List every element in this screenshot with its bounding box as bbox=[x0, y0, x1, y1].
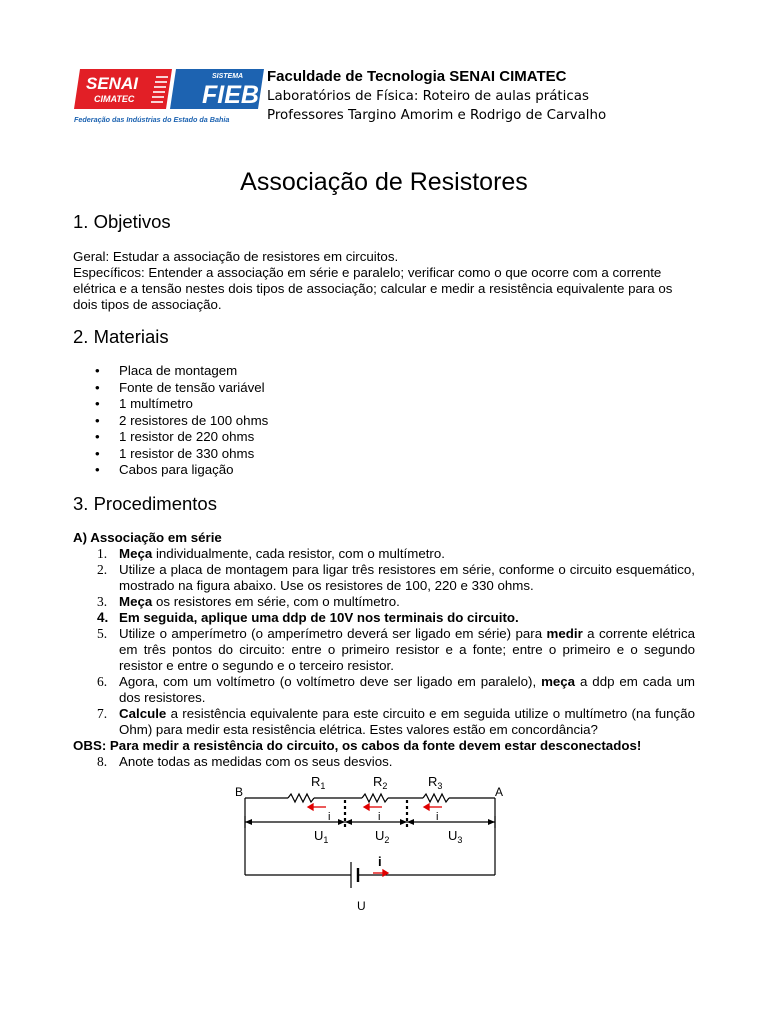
step-number: 4. bbox=[97, 610, 109, 625]
series-circuit-diagram bbox=[230, 770, 520, 915]
voltage-u3-label: $U_3$ bbox=[448, 828, 463, 845]
step-8: 8. Anote todas as medidas com os seus desvios. bbox=[97, 754, 393, 769]
logo-fieb-text: FIEB bbox=[202, 81, 259, 109]
subheading-serie: A) Associação em série bbox=[73, 530, 222, 545]
step-4: 4. Em seguida, aplique uma ddp de 10V nos terminais do circuito. bbox=[97, 610, 519, 625]
objetivo-especificos: Específicos: Entender a associação em série e paralelo; verificar como o que ocorre com a corrente elétrica e a tensão nestes dois tipos de associação; calcular e medir a resistência equivalente para os dois tipos de associação. bbox=[73, 265, 673, 312]
objetivo-geral: Geral: Estudar a associação de resistores em circuitos. bbox=[73, 249, 399, 264]
logo-senai-text: SENAI bbox=[86, 74, 138, 93]
objetivos-text bbox=[73, 249, 695, 313]
step-5: 5. Utilize o amperímetro (o amperímetro deverá ser ligado em série) para medir a corrente elétrica em três pontos do circuito: entre o primeiro resistor e a fonte; entre o primeiro e o segundo resistor e entre o segundo e o terceiro resistor. bbox=[97, 626, 695, 673]
node-a-label: A bbox=[495, 785, 504, 799]
voltage-u1-label: $U_1$ bbox=[314, 828, 329, 845]
procedure-steps bbox=[73, 546, 695, 770]
step-number: 3. bbox=[97, 594, 108, 609]
step-number: 2. bbox=[97, 562, 108, 577]
list-item: • Fonte de tensão variável bbox=[73, 380, 268, 397]
list-item: • Placa de montagem bbox=[73, 363, 268, 380]
current-label: i bbox=[328, 811, 331, 823]
step-7: 7. Calcule a resistência equivalente para este circuito e em seguida utilize o multímetro (na função Ohm) para medir esta resistência elétrica. Estes valores estão em concordância? bbox=[97, 706, 695, 737]
step-number: 1. bbox=[97, 546, 108, 561]
source-voltage-label: U bbox=[357, 899, 366, 913]
list-item: • 1 resistor de 220 ohms bbox=[73, 429, 268, 446]
step-3: 3. Meça os resistores em série, com o multímetro. bbox=[97, 594, 400, 609]
step-number: 7. bbox=[97, 706, 108, 721]
list-item: • Cabos para ligação bbox=[73, 462, 268, 479]
logo-cimatec-text: CIMATEC bbox=[94, 94, 135, 104]
materials-list bbox=[73, 363, 268, 479]
voltage-u2-label: $U_2$ bbox=[375, 828, 390, 845]
step-number: 8. bbox=[97, 754, 108, 769]
section-heading-materiais: 2. Materiais bbox=[73, 326, 169, 347]
list-item: • 2 resistores de 100 ohms bbox=[73, 413, 268, 430]
step-6: 6. Agora, com um voltímetro (o voltímetro deve ser ligado em paralelo), meça a ddp em cada um dos resistores. bbox=[97, 674, 695, 705]
section-heading-objetivos: 1. Objetivos bbox=[73, 211, 171, 232]
resistor-r1-label: $R_1$ bbox=[311, 774, 326, 791]
current-label: i bbox=[378, 811, 381, 823]
list-item: • 1 multímetro bbox=[73, 396, 268, 413]
header-course: Laboratórios de Física: Roteiro de aulas práticas bbox=[267, 89, 589, 104]
node-b-label: B bbox=[235, 785, 244, 799]
logo-federacao-text: Federação das Indústrias do Estado da Bahia bbox=[74, 115, 230, 124]
source-current-label: i bbox=[378, 854, 382, 869]
header-institution: Faculdade de Tecnologia SENAI CIMATEC bbox=[267, 68, 567, 85]
list-item: • 1 resistor de 330 ohms bbox=[73, 446, 268, 463]
header-professors: Professores Targino Amorim e Rodrigo de Carvalho bbox=[267, 108, 607, 123]
resistor-r3-label: $R_3$ bbox=[428, 774, 443, 791]
step-number: 6. bbox=[97, 674, 108, 689]
step-1: 1. Meça individualmente, cada resistor, com o multímetro. bbox=[97, 546, 445, 561]
logo-sistema-text: SISTEMA bbox=[212, 73, 244, 80]
current-label: i bbox=[436, 811, 439, 823]
senai-fieb-logo bbox=[72, 67, 264, 129]
section-heading-procedimentos: 3. Procedimentos bbox=[73, 493, 217, 514]
obs-note: OBS: Para medir a resistência do circuito, os cabos da fonte devem estar desconectados! bbox=[73, 738, 642, 753]
step-2: 2. Utilize a placa de montagem para ligar três resistores em série, conforme o circuito esquemático, mostrado na figura abaixo. Use os resistores de 100, 220 e 330 ohms. bbox=[97, 562, 695, 593]
step-number: 5. bbox=[97, 626, 108, 641]
resistor-r2-label: $R_2$ bbox=[373, 774, 388, 791]
document-title: Associação de Resistores bbox=[240, 168, 528, 196]
document-header bbox=[267, 67, 606, 125]
